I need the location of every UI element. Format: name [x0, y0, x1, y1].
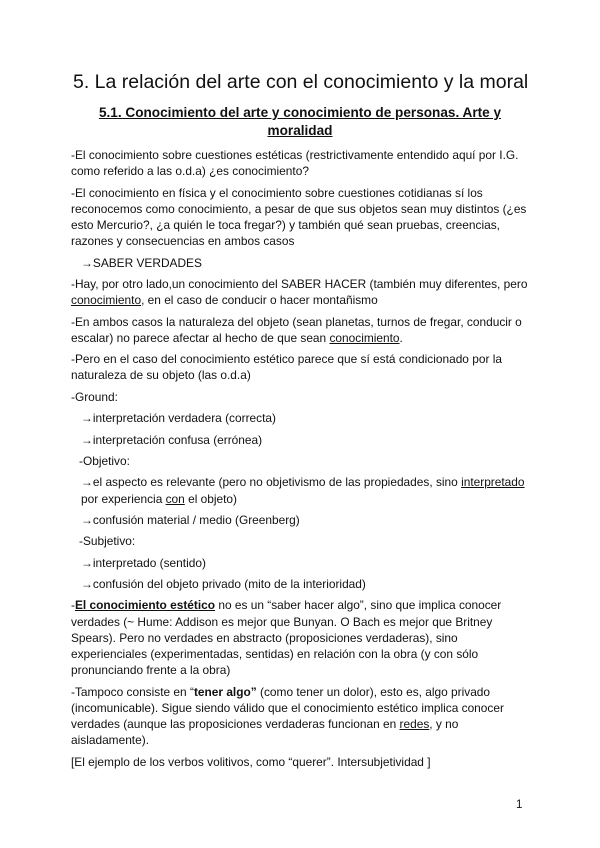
text-run: - [71, 598, 75, 613]
paragraph-1: -El conocimiento sobre cuestiones estéticas (restrictivamente entendido aquí por I.G. como referido a las o.d.a) ¿es conocimiento? [71, 148, 519, 179]
text-run: , en el caso de conducir o hacer montañismo [141, 293, 378, 308]
paragraph-tener-algo [71, 684, 533, 749]
paragraph-2: -El conocimiento en física y el conocimiento sobre cuestiones cotidianas sí los reconocemos como conocimiento, a pesar de que sus objetos sean muy distintos (¿es esto Mercurio?, ¿a quién le toca fregar?) y también qué sean pruebas, creencias, razones y consecuencias en ambos casos [71, 185, 527, 249]
text-run: el objeto) [184, 491, 238, 506]
paragraph-objetivo: -Objetivo: [79, 453, 130, 468]
bold-term: tener algo” [193, 684, 257, 699]
text-run: -Tampoco consiste en “ [71, 684, 194, 699]
section-subtitle: 5.1. Conocimiento del arte y conocimiento de personas. Arte y moralidad [98, 105, 502, 138]
text-run: por experiencia [81, 491, 166, 506]
paragraph-ground: -Ground: [71, 389, 118, 404]
paragraph-conocimiento-estetico: -Pero en el caso del conocimiento estético parece que sí está condicionado por la naturaleza de su objeto (las o.d.a) [71, 352, 502, 383]
paragraph-subjetivo: -Subjetivo: [79, 534, 136, 549]
underlined-term: conocimiento [329, 330, 400, 345]
text-run: (como tener un dolor), esto es, algo privado (incomunicable). Sigue siendo válido que el conocimiento estético implica conocer verdades (aunque las proposiciones verdaderas funcionan en [71, 684, 504, 732]
list-item: →confusión del objeto privado (mito de la interioridad) [81, 577, 366, 592]
list-item: →confusión material / medio (Greenberg) [81, 512, 300, 527]
underlined-term: redes [399, 717, 430, 732]
text-run: , y no aisladamente). [71, 717, 459, 748]
document-title: 5. La relación del arte con el conocimiento y la moral [73, 71, 529, 93]
text-run: →el aspecto es relevante (pero no objetivismo de las propiedades, sino [81, 475, 462, 490]
list-item [71, 474, 533, 506]
paragraph-verbos-volitivos: [El ejemplo de los verbos volitivos, como “querer”. Intersubjetividad ] [71, 754, 431, 769]
underlined-term: con [165, 491, 185, 506]
list-item: →interpretación confusa (errónea) [81, 432, 263, 447]
text-run: no es un “saber hacer algo”, sino que implica conocer verdades (~ Hume: Addison es mejor que Bunyan. O Bach es mejor que Britney Spears). Pero no verdades en abstracto (proposiciones verdaderas), sino experienciales (experimentadas, sentidas) en relación con la obra (y con sólo pronunciando frente a la obra) [71, 598, 502, 678]
underlined-term: interpretado [461, 475, 525, 490]
list-item: →interpretación verdadera (correcta) [81, 411, 276, 426]
paragraph-naturaleza-objeto [71, 314, 533, 346]
text-run: . [399, 330, 403, 345]
paragraph-saber-verdades: →SABER VERDADES [81, 255, 202, 270]
paragraph-saber-hacer [71, 276, 533, 308]
list-item: →interpretado (sentido) [81, 555, 206, 570]
bold-underlined-term: El conocimiento estético [74, 598, 216, 613]
document-body [71, 147, 533, 775]
paragraph-saber-hacer-algo [71, 597, 533, 678]
text-run: -En ambos casos la naturaleza del objeto (sean planetas, turnos de fregar, conducir o escalar) no parece afectar al hecho de que sean [71, 314, 522, 345]
underlined-term: conocimiento [71, 293, 142, 308]
text-run: -Hay, por otro lado,un conocimiento del SABER HACER (también muy diferentes, pero [71, 276, 528, 291]
page-number: 1 [516, 799, 523, 811]
